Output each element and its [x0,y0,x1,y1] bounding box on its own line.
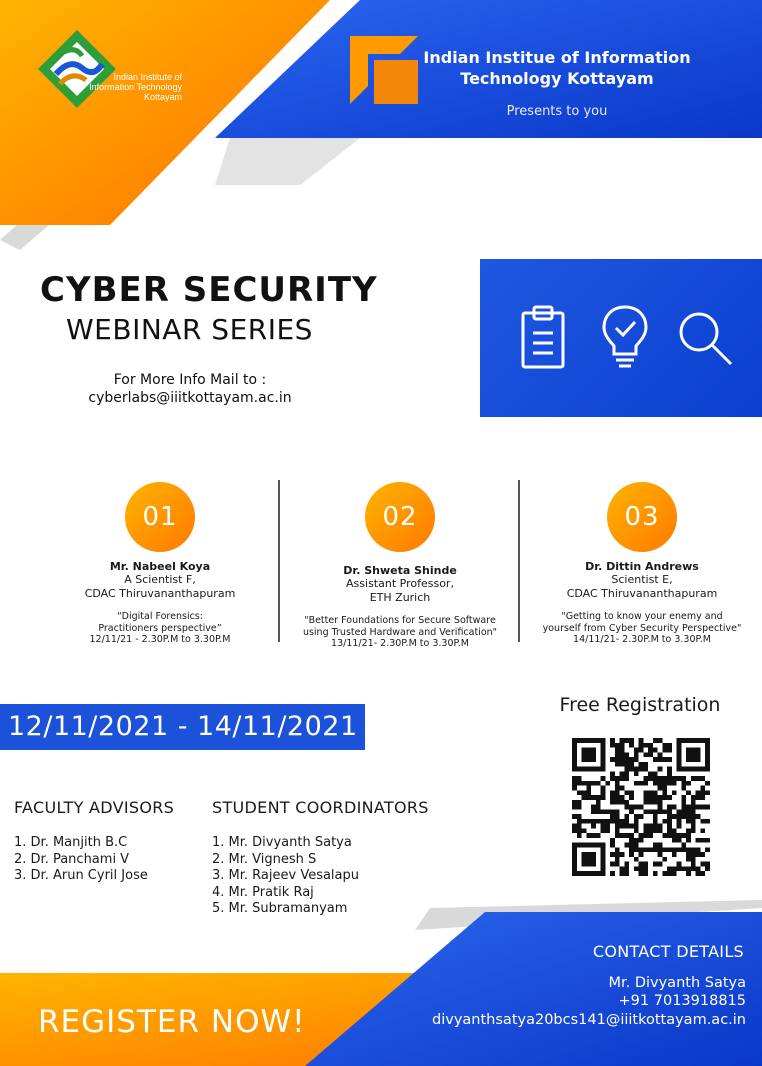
talk-title-line-1: “Digital Forensics: [117,611,203,622]
speaker-affiliation: CDAC Thiruvananthapuram [84,587,236,600]
clipboard-icon [520,305,566,369]
talk-date: 13/11/21- 2.30P.M to 3.30P.M [331,638,469,649]
talk-title-line-1: "Better Foundations for Secure Software [304,615,496,626]
speaker-card-2 [284,482,516,650]
speaker-number-badge: 02 [365,482,435,552]
student-coordinators-list [212,835,359,918]
date-range-banner: 12/11/2021 - 14/11/2021 [0,704,365,750]
list-item: 2. Dr. Panchami V [14,851,130,867]
faculty-advisors-list [14,835,148,885]
speaker-role: A Scientist F, [124,573,196,586]
org-name-line-1: Indian Institue of Information [423,48,691,67]
list-item: 2. Mr. Vignesh S [212,851,317,867]
contact-email-link[interactable]: divyanthsatya20bcs141@iiitkottayam.ac.in [432,1012,746,1028]
register-now-button[interactable]: REGISTER NOW! [38,1004,306,1040]
list-item: 5. Mr. Subramanyam [212,901,348,916]
org-name-line-2: Technology Kottayam [460,69,654,88]
speaker-name: Mr. Nabeel Koya [109,560,211,573]
list-item: 3. Dr. Arun Cyril Jose [14,868,148,883]
icon-panel [480,259,762,417]
talk-title-line-2: yourself from Cyber Security Perspective" [542,622,742,634]
mail-address-link[interactable]: cyberlabs@iiitkottayam.ac.in [88,390,292,406]
speaker-number-badge: 03 [607,482,677,552]
contact-phone[interactable]: +91 7013918815 [618,993,746,1009]
lightbulb-check-icon [600,304,650,368]
search-icon [678,311,734,367]
logo-text-line-1: Indian Institute of [113,72,182,82]
title-webinar-series: WEBINAR SERIES [66,313,313,346]
presents-text: Presents to you [506,104,608,119]
mail-label: For More Info Mail to : [113,372,267,388]
free-registration-label: Free Registration [559,694,721,716]
logo-text [82,72,182,102]
list-item: 4. Mr. Pratik Raj [212,884,314,900]
speaker-affiliation: CDAC Thiruvananthapuram [566,587,718,600]
speaker-role: Assistant Professor, [346,577,454,590]
list-item: 1. Mr. Divyanth Satya [212,835,352,850]
brand-mark-icon [350,36,418,104]
speaker-role: Scientist E, [611,573,673,586]
faculty-advisors-title: FACULTY ADVISORS [14,798,175,817]
talk-title-line-1: "Getting to know your enemy and [561,611,723,622]
speaker-card-1 [50,482,270,646]
speaker-card-3 [524,482,760,646]
logo-text-line-2: Information Technology [89,82,182,92]
talk-date: 12/11/21 - 2.30P.M to 3.30P.M [89,634,231,645]
contact-details-title: CONTACT DETAILS [592,942,744,961]
list-item: 3. Mr. Rajeev Vesalapu [212,868,360,883]
contact-name: Mr. Divyanth Satya [608,975,746,991]
student-coordinators-title: STUDENT COORDINATORS [212,798,429,817]
talk-date: 14/11/21- 2.30P.M to 3.30P.M [573,634,711,645]
speaker-number-badge: 01 [125,482,195,552]
speaker-divider [278,480,280,642]
speaker-name: Dr. Dittin Andrews [585,560,699,573]
talk-title-line-2: Practitioners perspective” [98,622,222,634]
logo-text-line-3: Kottayam [143,92,182,102]
speaker-name: Dr. Shweta Shinde [343,564,457,577]
list-item: 1. Dr. Manjith B.C [14,835,128,850]
speaker-divider [518,480,520,642]
talk-title-line-2: using Trusted Hardware and Verification" [302,626,498,638]
speaker-affiliation: ETH Zurich [369,591,431,604]
registration-qr-code[interactable] [572,738,710,876]
title-cyber-security: CYBER SECURITY [40,270,378,310]
